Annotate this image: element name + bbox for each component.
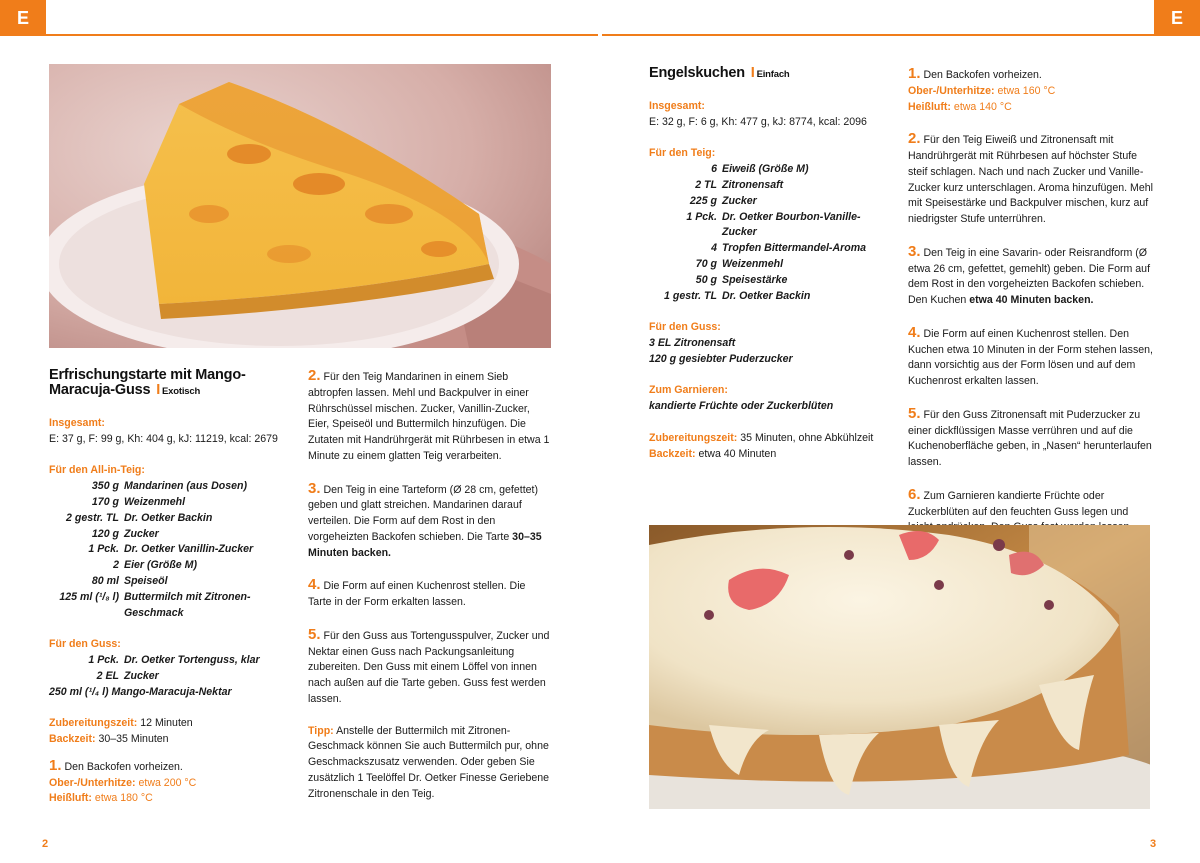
ingredient-name: Buttermilch mit Zitronen- xyxy=(124,590,251,603)
ingredient-name: Dr. Oetker Backin xyxy=(124,511,213,524)
recipe1-tip: Tipp: Anstelle der Buttermilch mit Zitronen-Geschmack können Sie auch Buttermilch pur, ohne Geschmackszusatz verwenden. Oder geben Sie zusätzlich 1 Teelöffel Dr. Oetker Finesse Geriebene Zitronenschale in den Teig. xyxy=(308,724,550,800)
recipe1-step-1: 1. Den Backofen vorheizen. xyxy=(49,756,183,774)
ingredient-row xyxy=(649,225,889,241)
page-number-right: 3 xyxy=(1150,838,1157,850)
ingredient-row xyxy=(49,590,294,606)
recipe1-dough-label: Für den All-in-Teig: xyxy=(49,464,145,477)
ingredient-amount: 125 ml (¹/₈ l) xyxy=(59,590,119,603)
ingredient-amount: 350 g xyxy=(91,480,119,493)
ingredient-name: Dr. Oetker Tortenguss, klar xyxy=(124,653,260,666)
ingredient-name: Weizenmehl xyxy=(722,257,784,270)
ingredient-amount: 4 xyxy=(711,242,717,255)
ingredient-amount: 1 Pck. xyxy=(686,210,717,223)
recipe1-column-ingredients xyxy=(49,368,294,807)
ingredient-name: Dr. Oetker Backin xyxy=(722,289,811,302)
header-rule-left xyxy=(46,34,598,36)
ingredient-amount: 50 g xyxy=(695,273,717,286)
ingredient-amount: 2 TL xyxy=(695,178,717,191)
ingredient-row xyxy=(49,669,294,685)
recipe1-step-2: 2. Für den Teig Mandarinen in einem Sieb abtropfen lassen. Mehl und Backpulver in einer Rührschüssel mischen. Zucker, Vanillin-Zucker, Eier, Speiseöl und Buttermilch hinzufügen. Die Zutaten mit Handrührgerät mit Rührbesen in etwa 1 Minute zu einem glatten Teig verarbeiten. xyxy=(308,367,550,462)
ingredient-row xyxy=(649,210,889,226)
ingredient-row xyxy=(49,574,294,590)
ingredient-name: Weizenmehl xyxy=(124,495,186,508)
recipe2-glaze-lemon: 3 EL Zitronensaft xyxy=(649,336,736,349)
ingredient-name: Speisestärke xyxy=(722,273,788,286)
title-separator: I xyxy=(156,382,161,398)
angel-cake-photo xyxy=(649,525,1150,809)
ingredient-row xyxy=(49,511,294,527)
ingredient-amount: 225 g xyxy=(689,194,717,207)
ingredient-row xyxy=(49,495,294,511)
ingredient-row xyxy=(49,527,294,543)
recipe2-dough-label: Für den Teig: xyxy=(649,147,716,160)
ingredient-name: Speiseöl xyxy=(124,574,168,587)
recipe1-difficulty-tag: Exotisch xyxy=(162,386,201,397)
recipe1-glaze-nectar: 250 ml (¹/₄ l) Mango-Maracuja-Nektar xyxy=(49,685,232,698)
tart-photo xyxy=(49,64,551,348)
ingredient-row xyxy=(649,194,889,210)
ingredient-row xyxy=(49,606,294,622)
ingredient-name: Zitronensaft xyxy=(722,178,784,191)
recipe1-dough-list xyxy=(49,479,294,621)
recipe2-dough-list xyxy=(649,162,889,304)
recipe1-top-bottom-heat: Ober-/Unterhitze: etwa 200 °C xyxy=(49,776,197,789)
recipe2-nutrition-label: Insgesamt: xyxy=(649,100,705,112)
ingredient-name: Zucker xyxy=(124,527,159,540)
recipe2-top-bottom-heat: Ober-/Unterhitze: etwa 160 °C xyxy=(908,84,1056,97)
ingredient-name: Zucker xyxy=(124,669,159,682)
ingredient-amount: 1 gestr. TL xyxy=(664,289,717,302)
ingredient-name: Tropfen Bittermandel-Aroma xyxy=(722,242,867,255)
recipe1-glaze-label: Für den Guss: xyxy=(49,638,121,651)
ingredient-name: Eier (Größe M) xyxy=(124,559,197,572)
letter-tab-right: E xyxy=(1154,0,1200,36)
recipe1-step-5: 5. Für den Guss aus Tortengusspulver, Zucker und Nektar einen Guss nach Packungsanleitung zubereiten. Den Guss mit einem Löffel von innen nach außen auf die Tarte geben. Guss fest werden lassen. xyxy=(308,625,550,705)
recipe2-step-6: 6. Zum Garnieren kandierte Früchte oder Zuckerblüten auf den feuchten Guss legen und xyxy=(908,485,1129,518)
ingredient-row xyxy=(49,542,294,558)
ingredient-name: Zucker xyxy=(722,194,757,207)
recipe2-column-ingredients xyxy=(649,66,889,462)
recipe2-step-4: 4. Die Form auf einen Kuchenrost stellen. Den Kuchen etwa 10 Minuten in der Form stehen lassen, dann vorsichtig aus der Form lösen und auf dem Kuchenrost erkalten lassen. xyxy=(908,323,1153,388)
recipe2-glaze-sugar: 120 g gesiebter Puderzucker xyxy=(649,352,793,365)
ingredient-amount: 80 ml xyxy=(91,574,119,587)
header-rule-right xyxy=(602,34,1154,36)
recipe2-step-5: 5. Für den Guss Zitronensaft mit Puderzucker zu einer dickflüssigen Masse verrühren und auf die Kuchenoberfläche geben, in „Nasen“ herunterlaufen lassen. xyxy=(908,404,1152,469)
ingredient-row xyxy=(49,653,294,669)
page-number-left: 2 xyxy=(42,838,49,850)
title-separator: I xyxy=(750,65,755,81)
ingredient-name: Eiweiß (Größe M) xyxy=(722,163,809,176)
ingredient-row xyxy=(649,289,889,305)
recipe1-convection: Heißluft: etwa 180 °C xyxy=(49,792,153,805)
recipe2-glaze-label: Für den Guss: xyxy=(649,321,721,334)
ingredient-name: Zucker xyxy=(722,226,757,239)
recipe2-step-3: 3. Den Teig in eine Savarin- oder Reisrandform (Ø etwa 26 cm, gefettet, gemehlt) geben. Die Form auf dem Rost in den vorgeheizten Backofen schieben. Den Kuchen etwa 40 Minuten backen. xyxy=(908,242,1151,307)
recipe1-bake-time: Backzeit: 30–35 Minuten xyxy=(49,732,169,745)
ingredient-amount: 2 gestr. TL xyxy=(66,511,119,524)
recipe2-step-1: 1. Den Backofen vorheizen. xyxy=(908,65,1042,82)
ingredient-row xyxy=(649,257,889,273)
ingredient-amount: 2 xyxy=(113,559,119,572)
recipe2-title: Engelskuchen I Einfach xyxy=(649,65,790,81)
ingredient-row xyxy=(649,162,889,178)
ingredient-row xyxy=(649,273,889,289)
recipe2-bake-time: Backzeit: etwa 40 Minuten xyxy=(649,447,777,460)
recipe1-nutrition-label: Insgesamt: xyxy=(49,417,105,429)
ingredient-row xyxy=(649,178,889,194)
ingredient-name: Mandarinen (aus Dosen) xyxy=(124,480,248,493)
recipe2-prep-time: Zubereitungszeit: 35 Minuten, ohne Abkühlzeit xyxy=(649,431,874,444)
ingredient-amount: 1 Pck. xyxy=(88,543,119,556)
ingredient-amount: 170 g xyxy=(91,495,119,508)
ingredient-amount: 1 Pck. xyxy=(88,653,119,666)
recipe1-glaze-list xyxy=(49,653,294,685)
ingredient-name: Dr. Oetker Bourbon-Vanille- xyxy=(722,210,861,223)
recipe1-step-3: 3. Den Teig in eine Tarteform (Ø 28 cm, gefettet) geben und glatt streichen. Mandarinen darauf verteilen. Die Form auf dem Rost in den vorgeheizten Backofen schieben. Die Tarte 30–35 Minuten backen. xyxy=(308,479,542,559)
recipe2-difficulty-tag: Einfach xyxy=(756,69,790,80)
ingredient-row xyxy=(649,241,889,257)
ingredient-amount: 70 g xyxy=(695,257,717,270)
recipe1-column-steps xyxy=(308,368,551,803)
recipe2-column-steps xyxy=(908,66,1154,536)
ingredient-amount xyxy=(649,225,722,241)
ingredient-amount xyxy=(49,606,124,622)
letter-tab-left: E xyxy=(0,0,46,36)
recipe2-garnish-label: Zum Garnieren: xyxy=(649,384,728,397)
recipe1-title: Erfrischungstarte mit Mango- Maracuja-Guss I Exotisch xyxy=(49,367,246,398)
ingredient-amount: 2 EL xyxy=(96,669,119,682)
ingredient-row xyxy=(49,479,294,495)
recipe2-convection: Heißluft: etwa 140 °C xyxy=(908,100,1012,113)
recipe2-step-2: 2. Für den Teig Eiweiß und Zitronensaft mit Handrührgerät mit Rührbesen auf höchster Stufe steif schlagen. Nach und nach Zucker und Vanille-Zucker kurz unterschlagen. Aroma hinzufügen. Mehl mit Speisestärke und Backpulver mischen, kurz auf niedrigster Stufe unterrühren. xyxy=(908,130,1153,226)
ingredient-name: Geschmack xyxy=(124,606,184,619)
ingredient-amount: 6 xyxy=(711,163,717,176)
recipe2-garnish: kandierte Früchte oder Zuckerblüten xyxy=(649,400,834,413)
ingredient-name: Dr. Oetker Vanillin-Zucker xyxy=(124,543,254,556)
recipe1-step-4: 4. Die Form auf einen Kuchenrost stellen. Die Tarte in der Form erkalten lassen. xyxy=(308,576,526,609)
ingredient-row xyxy=(49,558,294,574)
recipe2-nutrition: E: 32 g, F: 6 g, Kh: 477 g, kJ: 8774, kcal: 2096 xyxy=(649,115,867,128)
ingredient-amount: 120 g xyxy=(91,527,119,540)
recipe1-prep-time: Zubereitungszeit: 12 Minuten xyxy=(49,717,193,730)
recipe1-nutrition: E: 37 g, F: 99 g, Kh: 404 g, kJ: 11219, kcal: 2679 xyxy=(49,432,278,445)
